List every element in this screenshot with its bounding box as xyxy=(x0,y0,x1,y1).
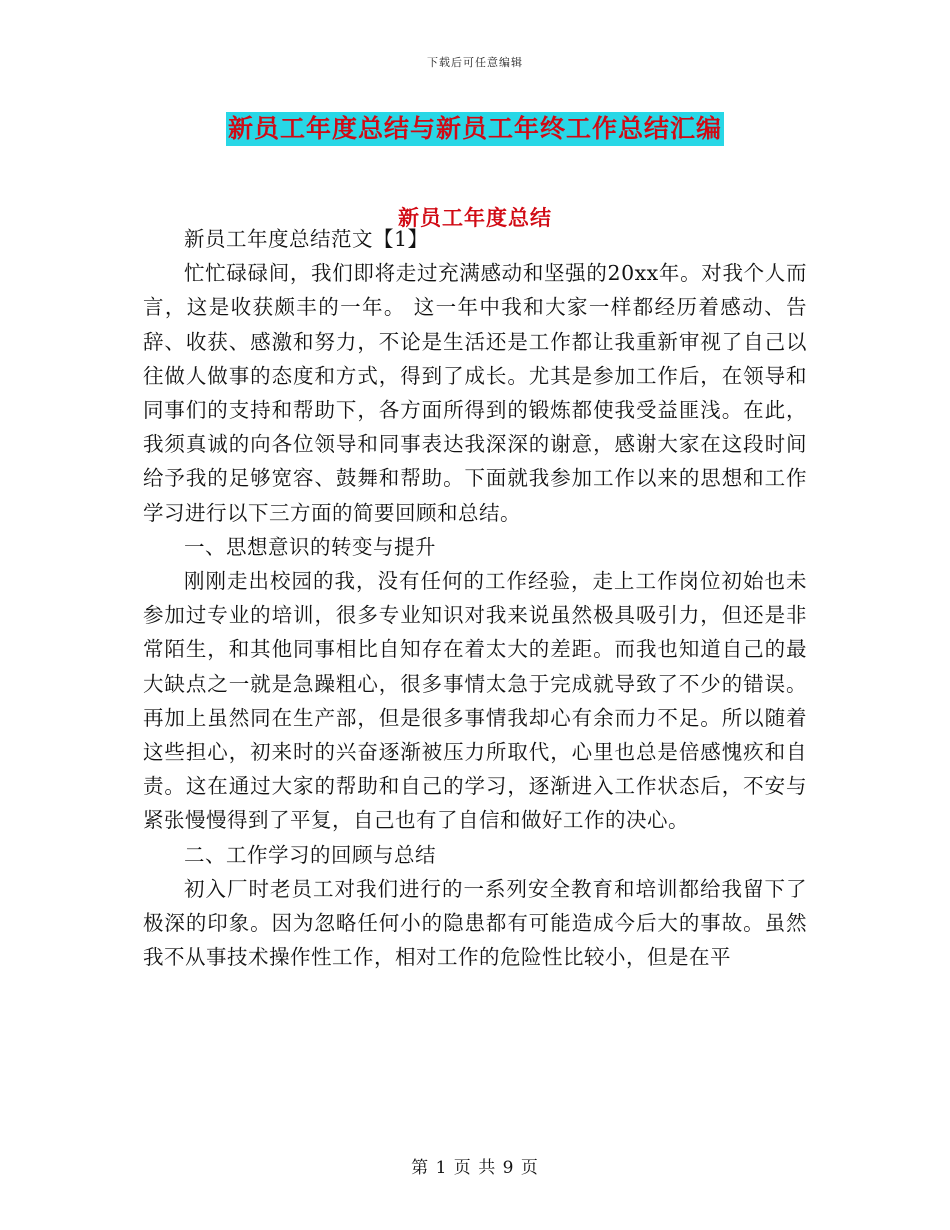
main-title-wrapper xyxy=(0,112,950,146)
header-note: 下载后可任意编辑 xyxy=(427,56,523,69)
body-paragraph: 刚刚走出校园的我，没有任何的工作经验，走上工作岗位初始也未参加过专业的培训，很多专业知识对我来说虽然极具吸引力，但还是非常陌生，和其他同事相比自知存在着太大的差距。而我也知道自己的最大缺点之一就是急躁粗心，很多事情太急于完成就导致了不少的错误。再加上虽然同在生产部，但是很多事情我却心有余而力不足。所以随着这些担心，初来时的兴奋逐渐被压力所取代，心里也总是倍感愧疚和自责。这在通过大家的帮助和自己的学习，逐渐进入工作状态后，不安与紧张慢慢得到了平复，自己也有了自信和做好工作的决心。 xyxy=(143,569,807,833)
section-title: 新员工年度总结 xyxy=(398,206,552,230)
page-number-footer: 第 1 页 共 9 页 xyxy=(411,1158,539,1178)
body-paragraph: 初入厂时老员工对我们进行的一系列安全教育和培训都给我留下了极深的印象。因为忽略任何小的隐患都有可能造成今后大的事故。虽然我不从事技术操作性工作，相对工作的危险性比较小，但是在平 xyxy=(143,876,807,970)
main-title: 新员工年度总结与新员工年终工作总结汇编 xyxy=(226,112,724,146)
subtitle-paragraph: 新员工年度总结范文【1】 xyxy=(184,227,429,251)
document-body xyxy=(143,222,807,974)
heading-paragraph: 二、工作学习的回顾与总结 xyxy=(184,842,436,867)
body-paragraph: 忙忙碌碌间，我们即将走过充满感动和坚强的20xx年。对我个人而言，这是收获颇丰的一年。 这一年中我和大家一样都经历着感动、告辞、收获、感激和努力，不论是生活还是工作都让我重新审视了自己以往做人做事的态度和方式，得到了成长。尤其是参加工作后，在领导和同事们的支持和帮助下，各方面所得到的锻炼都使我受益匪浅。在此，我须真诚的向各位领导和同事表达我深深的谢意，感谢大家在这段时间给予我的足够宽容、鼓舞和帮助。下面就我参加工作以来的思想和工作学习进行以下三方面的简要回顾和总结。 xyxy=(143,261,807,525)
heading-paragraph: 一、思想意识的转变与提升 xyxy=(184,534,436,559)
